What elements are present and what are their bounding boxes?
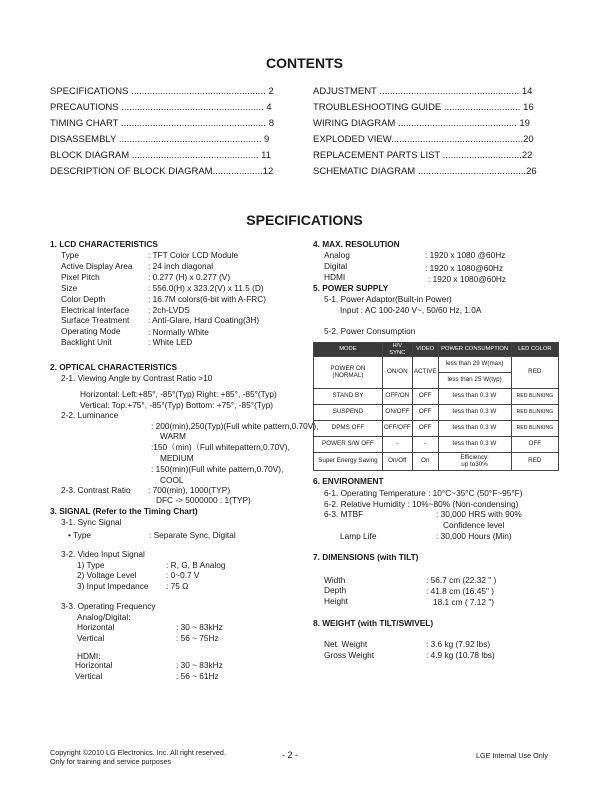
table-cell: ACTIVE bbox=[412, 357, 438, 389]
table-cell: STAND BY bbox=[314, 389, 383, 405]
spec-value: : 24 inch diagonal bbox=[148, 261, 214, 271]
spec-label: 6-3. MTBF bbox=[324, 509, 364, 519]
column-header: VIDEO bbox=[412, 343, 438, 357]
toc-entry[interactable]: EXPLODED VIEW..................................................20 bbox=[313, 134, 534, 145]
toc-entry[interactable]: REPLACEMENT PARTS LIST ..............................22 bbox=[313, 150, 533, 161]
table-cell: less than 0.3 W bbox=[438, 405, 511, 421]
spec-label: Color Depth bbox=[61, 294, 106, 304]
table-cell: less than 0.3 W bbox=[438, 389, 511, 405]
toc-entry[interactable]: ADJUSTMENT ..................................................... 14 bbox=[313, 86, 533, 97]
spec-value: Confidence level bbox=[443, 520, 505, 530]
table-cell: less than 25 W(typ) bbox=[438, 373, 511, 389]
spec-value: : 0~0.7 V bbox=[166, 570, 200, 580]
spec-label: Height bbox=[324, 596, 348, 606]
spec-value: : R, G, B Analog bbox=[166, 560, 226, 570]
spec-value: : TFT Color LCD Module bbox=[148, 250, 239, 260]
spec-label: Size bbox=[61, 283, 78, 293]
column-header: H/V SYNC bbox=[382, 343, 412, 357]
table-cell: OFF/OFF bbox=[382, 421, 412, 437]
spec-value: Vertical: Top:+75°, -85°(Typ) Bottom: +75°, -85°(Typ) bbox=[80, 400, 273, 410]
spec-value: Input : AC 100-240 V~, 50/60 Hz, 1.0A bbox=[340, 305, 482, 315]
led-status: RED BLINKING bbox=[516, 392, 554, 399]
spec-value: : 1920 x 1080@60Hz bbox=[428, 274, 507, 284]
table-row bbox=[314, 389, 559, 405]
spec-label: Analog/Digital: bbox=[77, 612, 131, 622]
toc-entry[interactable]: DISASSEMBLY ...................................................... 9 bbox=[50, 134, 270, 145]
efficiency-label: Efficiency: bbox=[460, 453, 489, 461]
spec-label: Lamp Life bbox=[340, 531, 377, 541]
spec-value: WARM bbox=[160, 431, 186, 441]
toc-entry[interactable]: PRECAUTIONS ...................................................... 4 bbox=[50, 102, 272, 113]
section-heading: 5. POWER SUPPLY bbox=[313, 283, 389, 293]
table-cell: less than 0.3 W bbox=[438, 437, 511, 453]
spec-label: • Type bbox=[68, 530, 92, 540]
spec-label: Vertical bbox=[77, 633, 105, 643]
spec-subheading: 5-2. Power Consumption bbox=[324, 326, 416, 336]
spec-value: : 3.6 kg (7.92 lbs) bbox=[426, 639, 491, 649]
spec-value: : Anti-Glare, Hard Coating(3H) bbox=[148, 315, 260, 325]
table-row bbox=[314, 357, 559, 373]
table-row bbox=[314, 405, 559, 421]
spec-value: 6-2. Relative Humidity : 10%~80% (Non-condensing) bbox=[324, 499, 519, 509]
contents-title: CONTENTS bbox=[266, 55, 343, 71]
table-cell: - bbox=[382, 437, 412, 453]
spec-label: Analog bbox=[324, 250, 350, 260]
spec-value: : White LED bbox=[148, 337, 193, 347]
spec-label: Operating Mode bbox=[61, 326, 121, 336]
spec-label: HDMI bbox=[324, 272, 346, 282]
toc-entry[interactable]: TROUBLESHOOTING GUIDE ............................. 16 bbox=[313, 102, 534, 113]
section-heading: 3. SIGNAL (Refer to the Timing Chart) bbox=[50, 506, 198, 516]
table-cell: DPMS OFF bbox=[314, 421, 383, 437]
spec-label: Horizontal bbox=[75, 660, 113, 670]
toc-entry[interactable]: WIRING DIAGRAM ............................................. 19 bbox=[313, 118, 530, 129]
toc-entry[interactable]: SCHEMATIC DIAGRAM .........................................26 bbox=[313, 166, 537, 177]
table-cell: POWER ON (NORMAL) bbox=[314, 357, 383, 389]
specifications-title: SPECIFICATIONS bbox=[246, 212, 363, 228]
power-consumption-table bbox=[313, 342, 559, 471]
spec-value: Horizontal: Left:+85°, -85°(Typ) Right: +85°, -85°(Typ) bbox=[80, 389, 277, 399]
table-cell: OFF bbox=[412, 405, 438, 421]
spec-value: COOL bbox=[160, 475, 184, 485]
table-row bbox=[314, 453, 559, 471]
toc-entry[interactable]: SPECIFICATIONS ................................................... 2 bbox=[50, 86, 274, 97]
section-heading: 6. ENVIRONMENT bbox=[313, 476, 384, 486]
table-cell: - bbox=[412, 437, 438, 453]
spec-label: Depth bbox=[324, 585, 347, 595]
spec-label: 1) Type bbox=[77, 560, 105, 570]
spec-value: DFC -> 5000000 : 1(TYP) bbox=[156, 495, 251, 505]
table-cell bbox=[511, 421, 558, 437]
column-header: POWER CONSUMPTION bbox=[438, 343, 511, 357]
table-cell: OFF/ON bbox=[382, 389, 412, 405]
table-cell: Super Energy Saving bbox=[314, 453, 383, 471]
training-notice: Only for training and service purposes bbox=[50, 757, 172, 766]
spec-label: Gross Weight bbox=[324, 650, 375, 660]
spec-subheading: 2-2. Luminance bbox=[61, 410, 119, 420]
spec-value: : 41.8 cm (16.45" ) bbox=[426, 586, 494, 596]
led-status: RED BLINKING bbox=[516, 408, 554, 415]
column-header: LED COLOR bbox=[511, 343, 558, 357]
spec-value: : 30 ~ 83kHz bbox=[176, 622, 223, 632]
spec-value: : 30,000 HRS with 90% bbox=[436, 509, 522, 519]
spec-label: Electrical Interface bbox=[61, 305, 130, 315]
spec-value: : 2ch-LVDS bbox=[148, 305, 190, 315]
spec-label: Backlight Unit bbox=[61, 337, 112, 347]
spec-label: Horizontal bbox=[77, 622, 115, 632]
table-cell: On bbox=[412, 453, 438, 471]
spec-label: Pixel Pitch bbox=[61, 272, 100, 282]
spec-label: Surface Treatment bbox=[61, 315, 130, 325]
spec-value: : 56.7 cm (22.32 " ) bbox=[426, 575, 497, 585]
spec-value: : Normally White bbox=[148, 327, 209, 337]
table-cell: On/Off bbox=[382, 453, 412, 471]
table-cell: POWER S/W OFF bbox=[314, 437, 383, 453]
spec-label: Active Display Area bbox=[61, 261, 133, 271]
spec-value: MEDIUM bbox=[160, 453, 194, 463]
efficiency-value: up to30% bbox=[461, 460, 488, 468]
toc-entry[interactable]: TIMING CHART ....................................................... 8 bbox=[50, 118, 274, 129]
spec-value: 18.1 cm ( 7.12 ") bbox=[433, 597, 495, 607]
section-heading: 1. LCD CHARACTERISTICS bbox=[50, 239, 158, 249]
spec-subheading: 5-1. Power Adaptor(Built-in Power) bbox=[324, 294, 452, 304]
table-cell: RED bbox=[511, 357, 558, 389]
table-cell: OFF bbox=[511, 437, 558, 453]
spec-value: : 1920 x 1080 @60Hz bbox=[425, 250, 506, 260]
table-cell: RED bbox=[511, 453, 558, 471]
table-cell: less than 29 W(max) bbox=[438, 357, 511, 373]
spec-subheading: 3-3. Operating Frequency bbox=[61, 601, 156, 611]
table-cell: SUSPEND bbox=[314, 405, 383, 421]
spec-value: : 4.9 kg (10.78 lbs) bbox=[426, 650, 495, 660]
table-row bbox=[314, 437, 559, 453]
copyright-notice: Copyright ©2010 LG Electronics. Inc. All right reserved. bbox=[50, 748, 226, 757]
spec-value: : 30,000 Hours (Min) bbox=[436, 531, 512, 541]
spec-value: : 56 ~ 75Hz bbox=[176, 633, 219, 643]
spec-value: : Separate Sync, Digital bbox=[149, 530, 236, 540]
spec-value: : 30 ~ 83kHz bbox=[176, 660, 223, 670]
spec-value: : 56 ~ 61Hz bbox=[176, 671, 219, 681]
led-status: RED BLINKING bbox=[516, 424, 554, 431]
table-cell: less than 0.3 W bbox=[438, 421, 511, 437]
table-cell: ON/OFF bbox=[382, 405, 412, 421]
spec-value: : 16.7M colors(6-bit with A-FRC) bbox=[148, 294, 267, 304]
spec-label: 3) Input Impedance bbox=[77, 581, 149, 591]
spec-label: Vertical bbox=[75, 671, 103, 681]
section-heading: 8. WEIGHT (with TILT/SWIVEL) bbox=[313, 618, 434, 628]
table-cell: OFF bbox=[412, 389, 438, 405]
spec-value: : 75 Ω bbox=[166, 581, 189, 591]
page-number: - 2 - bbox=[282, 750, 299, 760]
spec-label: Type bbox=[61, 250, 79, 260]
internal-use-notice: LGE Internal Use Only bbox=[476, 751, 548, 760]
spec-value: : 700(min), 1000(TYP) bbox=[148, 485, 231, 495]
spec-value: :150（min)（Full whitepattern,0.70V), bbox=[151, 442, 290, 452]
table-cell bbox=[438, 453, 511, 471]
table-cell: ON/ON bbox=[382, 357, 412, 389]
spec-value: : 0.277 (H) x 0.277 (V) bbox=[148, 272, 231, 282]
table-cell bbox=[511, 389, 558, 405]
toc-entry[interactable]: BLOCK DIAGRAM ................................................ 11 bbox=[50, 150, 272, 161]
spec-value: : 1920 x 1080@60Hz bbox=[425, 263, 504, 273]
spec-label: 2) Voltage Level bbox=[77, 570, 137, 580]
section-heading: 4. MAX. RESOLUTION bbox=[313, 239, 400, 249]
spec-value: : 556.0(H) x 323.2(V) x 11.5 (D) bbox=[148, 283, 264, 293]
spec-value: : 200(min),250(Typ)(Full white pattern,0.70V), bbox=[151, 421, 319, 431]
section-heading: 7. DIMENSIONS (with TILT) bbox=[313, 552, 419, 562]
spec-value: : 150(min)(Full white pattern,0.70V), bbox=[151, 464, 284, 474]
spec-label: Net. Weight bbox=[324, 639, 368, 649]
spec-subheading: 2-1. Viewing Angle by Contrast Ratio >10 bbox=[61, 373, 213, 383]
section-heading: 2. OPTICAL CHARACTERISTICS bbox=[50, 362, 178, 372]
table-cell: OFF bbox=[412, 421, 438, 437]
column-header: MODE bbox=[314, 343, 383, 357]
spec-label: HDMI: bbox=[77, 651, 101, 661]
spec-label: Width bbox=[324, 575, 346, 585]
spec-subheading: 3-2. Video Input Signal bbox=[61, 549, 145, 559]
spec-subheading: 3-1. Sync Signal bbox=[61, 517, 122, 527]
table-cell bbox=[511, 405, 558, 421]
spec-label: Digital bbox=[324, 261, 348, 271]
spec-value: 6-1. Operating Temperature : 10°C~35°C (50°F~95°F) bbox=[324, 488, 523, 498]
table-row bbox=[314, 421, 559, 437]
toc-entry[interactable]: DESCRIPTION OF BLOCK DIAGRAM...................12 bbox=[50, 166, 274, 177]
table-header-row bbox=[314, 343, 559, 357]
spec-subheading: 2-3. Contrast Ratio bbox=[61, 485, 131, 495]
